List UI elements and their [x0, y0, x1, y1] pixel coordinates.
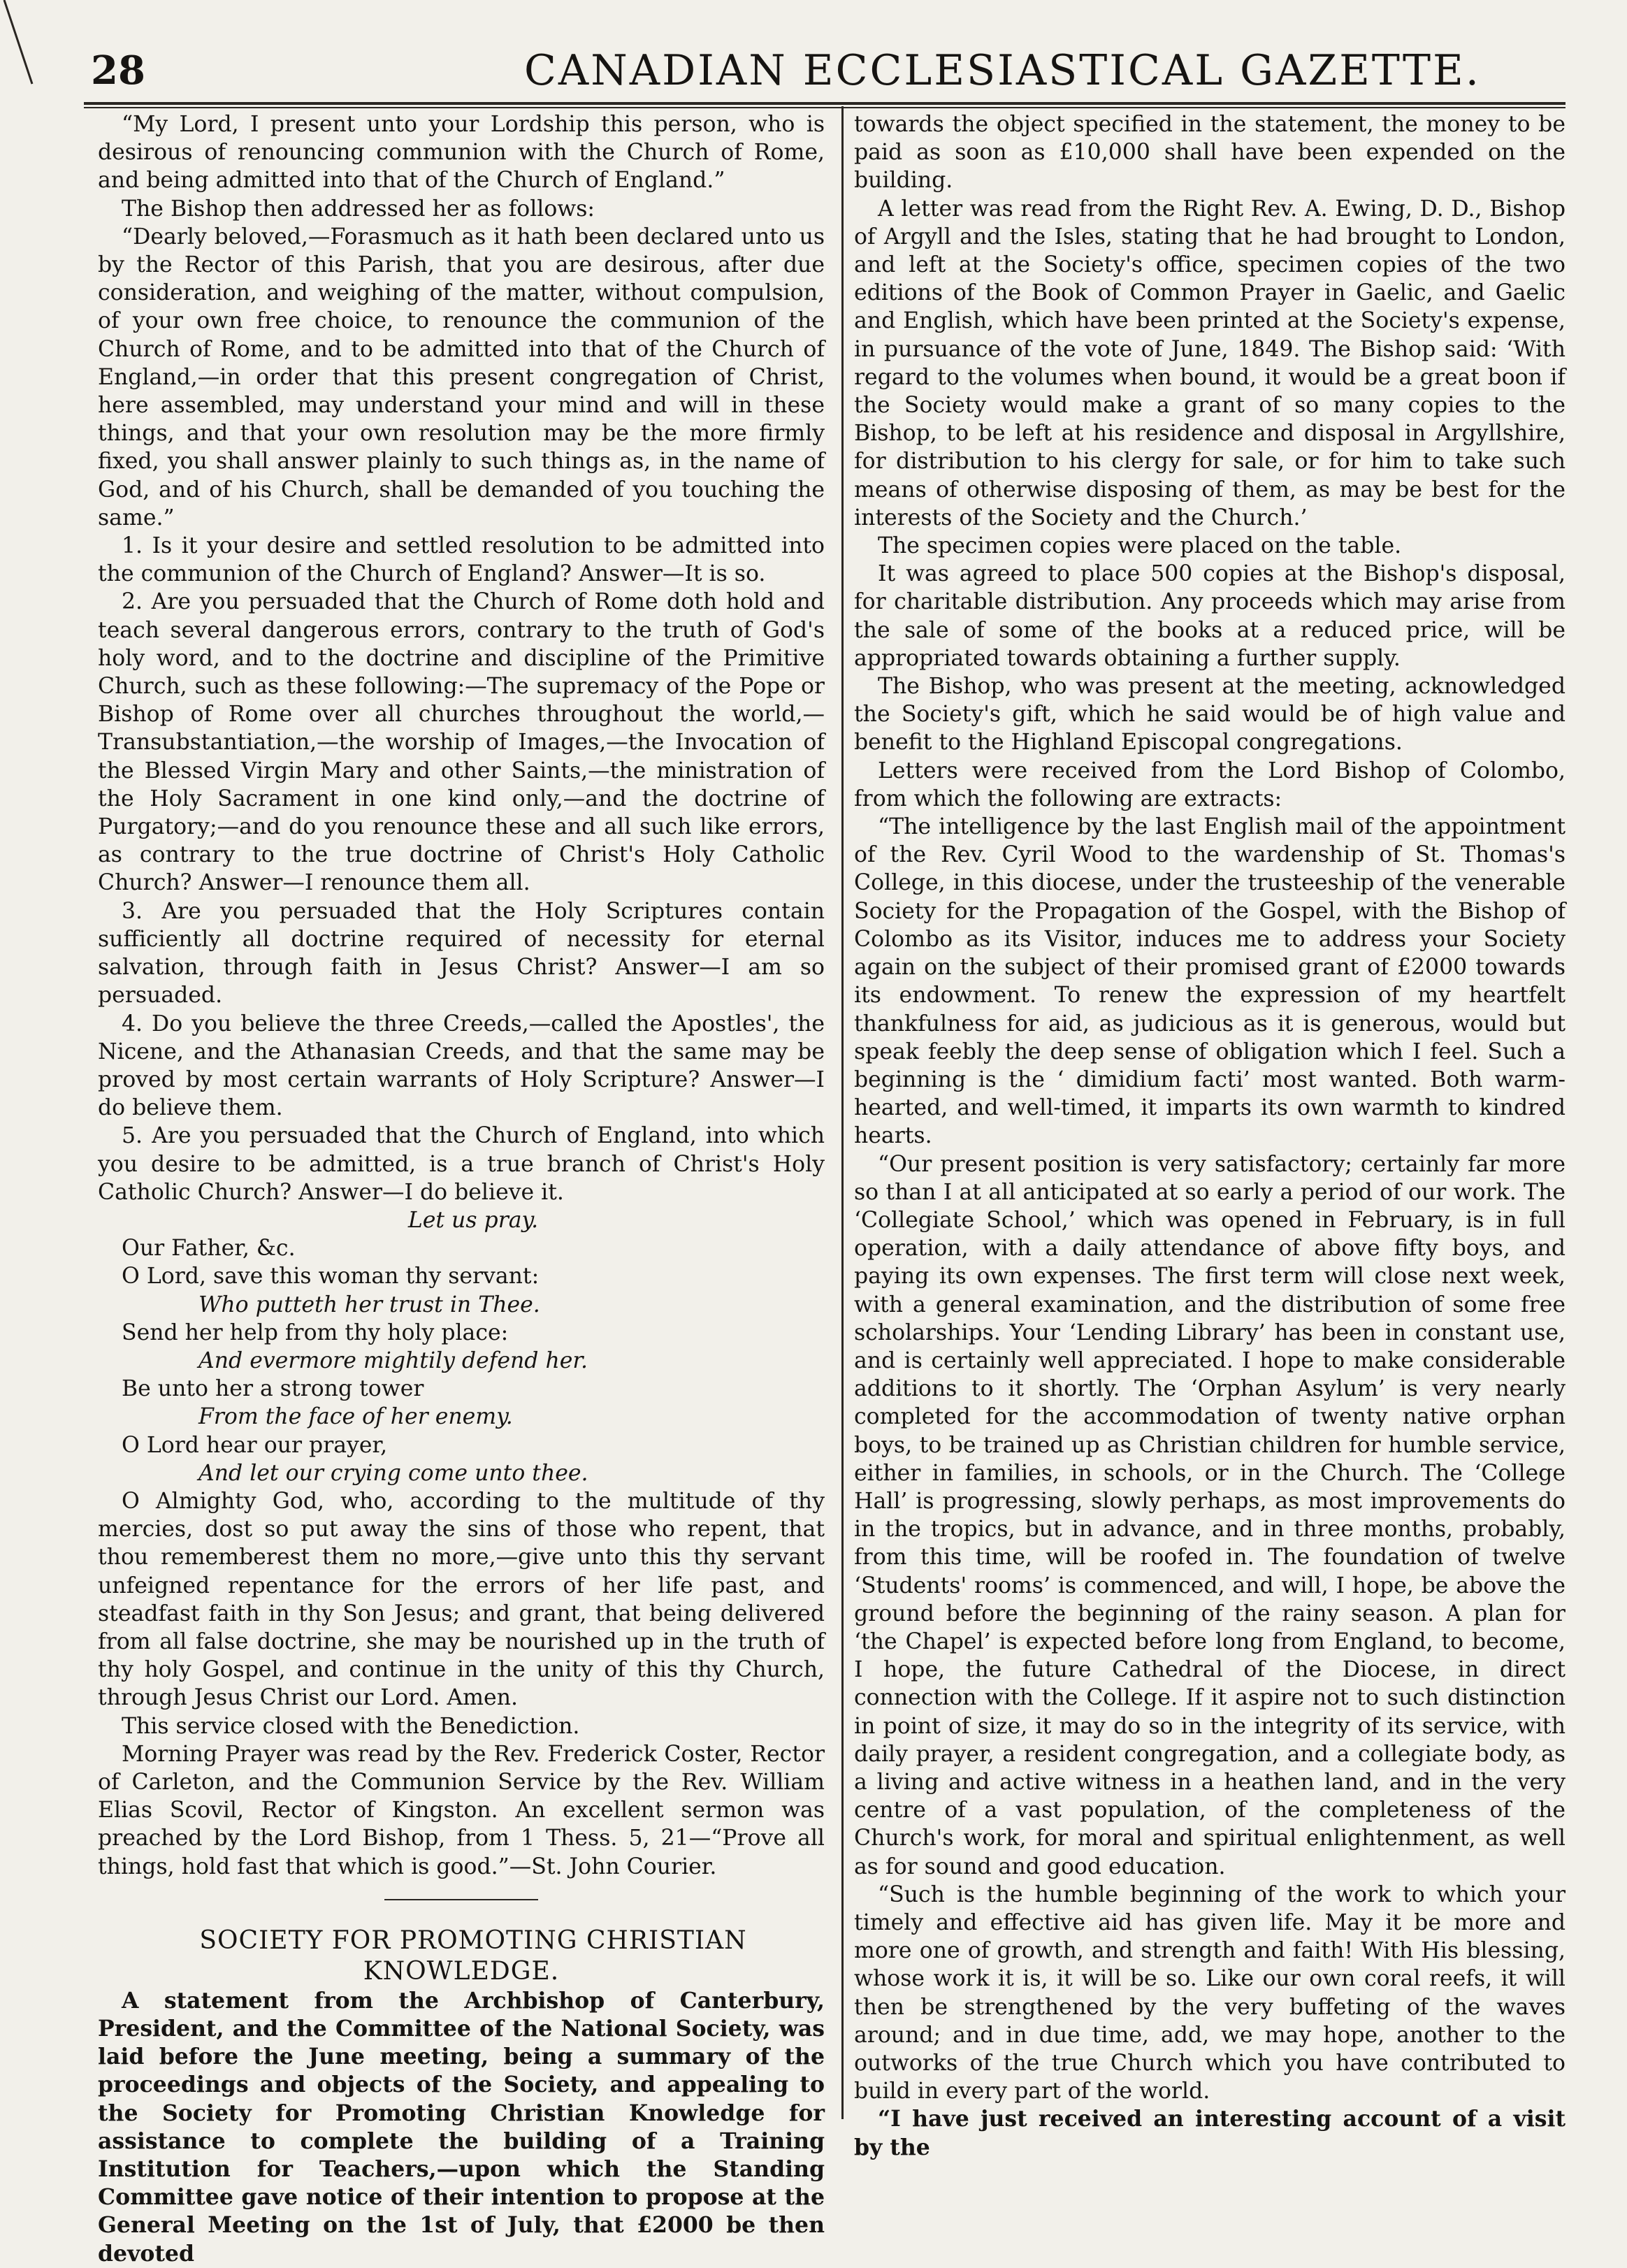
right-column — [854, 110, 1565, 2162]
paragraph: A letter was read from the Right Rev. A. Ewing, D. D., Bishop of Argyll and the Isles, stating that he had brought to London, and left at the Society's office, specimen copies of the two editions of the Book of Common Prayer in Gaelic, and Gaelic and English, which have been printed at the Society's expense, in pursuance of the vote of June, 1849. The Bishop said: ‘With regard to the volumes when bound, it would be a great boon if the Society would make a grant of so many copies to the Bishop, to be left at his residence and disposal in Argyllshire, for distribution to his clergy for sale, or for him to take such means of otherwise disposing of them, as may be best for the interests of the Society and the Church.’ — [854, 196, 1565, 530]
prayer-response: And let our crying come unto thee. — [198, 1460, 588, 1486]
section-heading: SOCIETY FOR PROMOTING CHRISTIAN KNOWLEDGE. — [199, 1926, 747, 1986]
column-divider — [841, 106, 844, 2119]
paragraph: “I have just received an interesting account of a visit by the — [854, 2106, 1565, 2160]
journal-title: CANADIAN ECCLESIASTICAL GAZETTE. — [524, 46, 1481, 95]
prayer-line: O Lord, save this woman thy servant: — [122, 1264, 540, 1290]
prayer-line: Our Father, &c. — [122, 1236, 296, 1262]
paragraph: 4. Do you believe the three Creeds,—called the Apostles', the Nicene, and the Athanasian Creeds, and that the same may be proved by most certain warrants of Holy Scripture? Answer—I do believe them. — [98, 1011, 825, 1121]
prayer-line: Send her help from thy holy place: — [122, 1320, 509, 1345]
paragraph: “Dearly beloved,—Forasmuch as it hath been declared unto us by the Rector of this Parish, that you are desirous, after due consideration, and weighing of the matter, without compulsion, of your own free choice, to renounce the communion of the Church of Rome, and to be admitted into that of the Church of England,—in order that this present congregation of Christ, here assembled, may understand your mind and will in these things, and that your own resolution may be the more firmly fixed, you shall answer plainly to such things as, in the name of God, and of his Church, shall be demanded of you touching the same.” — [98, 224, 825, 530]
page-header — [91, 39, 1565, 102]
section-divider — [384, 1899, 538, 1900]
paragraph: 1. Is it your desire and settled resolution to be admitted into the communion of the Church of England? Answer—It is so. — [98, 533, 825, 587]
paragraph: The specimen copies were placed on the table. — [878, 533, 1402, 559]
paragraph: Morning Prayer was read by the Rev. Frederick Coster, Rector of Carleton, and the Communion Service by the Rev. William Elias Scovil, Rector of Kingston. An excellent sermon was preached by the Lord Bishop, from 1 Thess. 5, 21—“Prove all things, hold fast that which is good.”—St. John Courier. — [98, 1741, 825, 1879]
paragraph: O Almighty God, who, according to the multitude of thy mercies, dost so put away the sins of those who repent, that thou rememberest them no more,—give unto this thy servant unfeigned repentance for the errors of her life past, and steadfast faith in thy Son Jesus; and grant, that being delivered from all false doctrine, she may be nourished up in the truth of thy holy Gospel, and continue in the unity of this thy Church, through Jesus Christ our Lord. Amen. — [98, 1488, 825, 1711]
lets-pray-heading: Let us pray. — [407, 1207, 539, 1233]
prayer-response: From the face of her enemy. — [198, 1404, 513, 1430]
paragraph: 2. Are you persuaded that the Church of Rome doth hold and teach several dangerous errors, contrary to the truth of God's holy word, and to the doctrine and discipline of the Primitive Church, such as these following:—The supremacy of the Pope or Bishop of Rome over all churches throughout the world,—Transubstantiation,—the worship of Images,—the Invocation of the Blessed Virgin Mary and other Saints,—the ministration of the Holy Sacrament in one kind only,—and the doctrine of Purgatory;—and do you renounce these and all such like errors, as contrary to the true doctrine of Christ's Holy Catholic Church? Answer—I renounce them all. — [98, 589, 825, 896]
paragraph: This service closed with the Benediction. — [122, 1713, 580, 1739]
header-rule — [84, 102, 1565, 110]
paragraph: The Bishop, who was present at the meeting, acknowledged the Society's gift, which he said would be of high value and benefit to the Highland Episcopal congregations. — [854, 674, 1565, 756]
paragraph: A statement from the Archbishop of Canterbury, President, and the Committee of the National Society, was laid before the June meeting, being a summary of the proceedings and objects of the Society, and appealing to the Society for Promoting Christian Knowledge for assistance to complete the building of a Training Institution for Teachers,—upon which the Standing Committee gave notice of their intention to propose at the General Meeting on the 1st of July, that £2000 be then devoted — [98, 1987, 825, 2267]
prayer-response: And evermore mightily defend her. — [198, 1348, 588, 1373]
paragraph: “My Lord, I present unto your Lordship this person, who is desirous of renouncing communion with the Church of Rome, and being admitted into that of the Church of England.” — [98, 112, 825, 194]
prayer-line: Be unto her a strong tower — [122, 1376, 424, 1402]
paragraph: 3. Are you persuaded that the Holy Scriptures contain sufficiently all doctrine required of necessity for eternal salvation, through faith in Jesus Christ? Answer—I am so persuaded. — [98, 898, 825, 1009]
paragraph: “The intelligence by the last English mail of the appointment of the Rev. Cyril Wood to the wardenship of St. Thomas's College, in this diocese, under the trusteeship of the venerable Society for the Propagation of the Gospel, with the Bishop of Colombo as its Visitor, induces me to address your Society again on the subject of their promised grant of £2000 towards its endowment. To renew the expression of my heartfelt thankfulness for aid, as judicious as it is generous, would but speak feebly the deep sense of obligation which I feel. Such a beginning is the ‘ dimidium facti’ most wanted. Both warm-hearted, and well-timed, it imparts its own warmth to kindred hearts. — [854, 814, 1565, 1149]
page-number: 28 — [91, 48, 145, 94]
paragraph: “Our present position is very satisfactory; certainly far more so than I at all anticipated at so early a period of our work. The ‘Collegiate School,’ which was opened in February, is in full operation, with a daily attendance of above fifty boys, and paying its own expenses. The first term will close next week, with a general examination, and the distribution of some free scholarships. Your ‘Lending Library’ has been in constant use, and is certainly well appreciated. I hope to make considerable additions to it shortly. The ‘Orphan Asylum’ is very nearly completed for the accommodation of twenty native orphan boys, to be trained up as Christian children for humble service, either in families, in schools, or in the Church. The ‘College Hall’ is progressing, slowly perhaps, as most improvements do in the tropics, but in advance, and in three months, probably, from this time, will be roofed in. The foundation of twelve ‘Students' rooms’ is commenced, and will, I hope, be above the ground before the beginning of the rainy season. A plan for ‘the Chapel’ is expected before long from England, to become, I hope, the future Cathedral of the Diocese, in direct connection with the College. If it aspire not to such distinction in point of size, it may do so in the integrity of its service, with daily prayer, a resident congregation, and a collegiate body, as a living and active witness in a heathen land, and in the very centre of a vast population, of the completeness of the Church's work, for moral and spiritual enlightenment, as well as for sound and good education. — [854, 1151, 1565, 1879]
paragraph: It was agreed to place 500 copies at the Bishop's disposal, for charitable distribution. Any proceeds which may arise from the sale of some of the books at a reduced price, will be appropriated towards obtaining a further supply. — [854, 561, 1565, 671]
prayer-line: O Lord hear our prayer, — [122, 1432, 388, 1458]
paragraph: The Bishop then addressed her as follows: — [122, 196, 595, 222]
paragraph: Letters were received from the Lord Bishop of Colombo, from which the following are extracts: — [854, 758, 1565, 811]
paragraph: “Such is the humble beginning of the work to which your timely and effective aid has given life. May it be more and more one of growth, and strength and faith! With His blessing, whose work it is, it will be so. Like our own coral reefs, it will then be strengthened by the very buffeting of the waves around; and in due time, add, we may hope, another to the outworks of the true Church which you have contributed to build in every part of the world. — [854, 1881, 1565, 2104]
margin-scratch-mark — [1, 0, 43, 91]
prayer-response: Who putteth her trust in Thee. — [198, 1292, 540, 1317]
paragraph: towards the object specified in the statement, the money to be paid as soon as £10,000 shall have been expended on the building. — [854, 112, 1565, 194]
paragraph: 5. Are you persuaded that the Church of England, into which you desire to be admitted, is a true branch of Christ's Holy Catholic Church? Answer—I do believe it. — [98, 1123, 825, 1205]
left-column — [98, 110, 825, 2268]
